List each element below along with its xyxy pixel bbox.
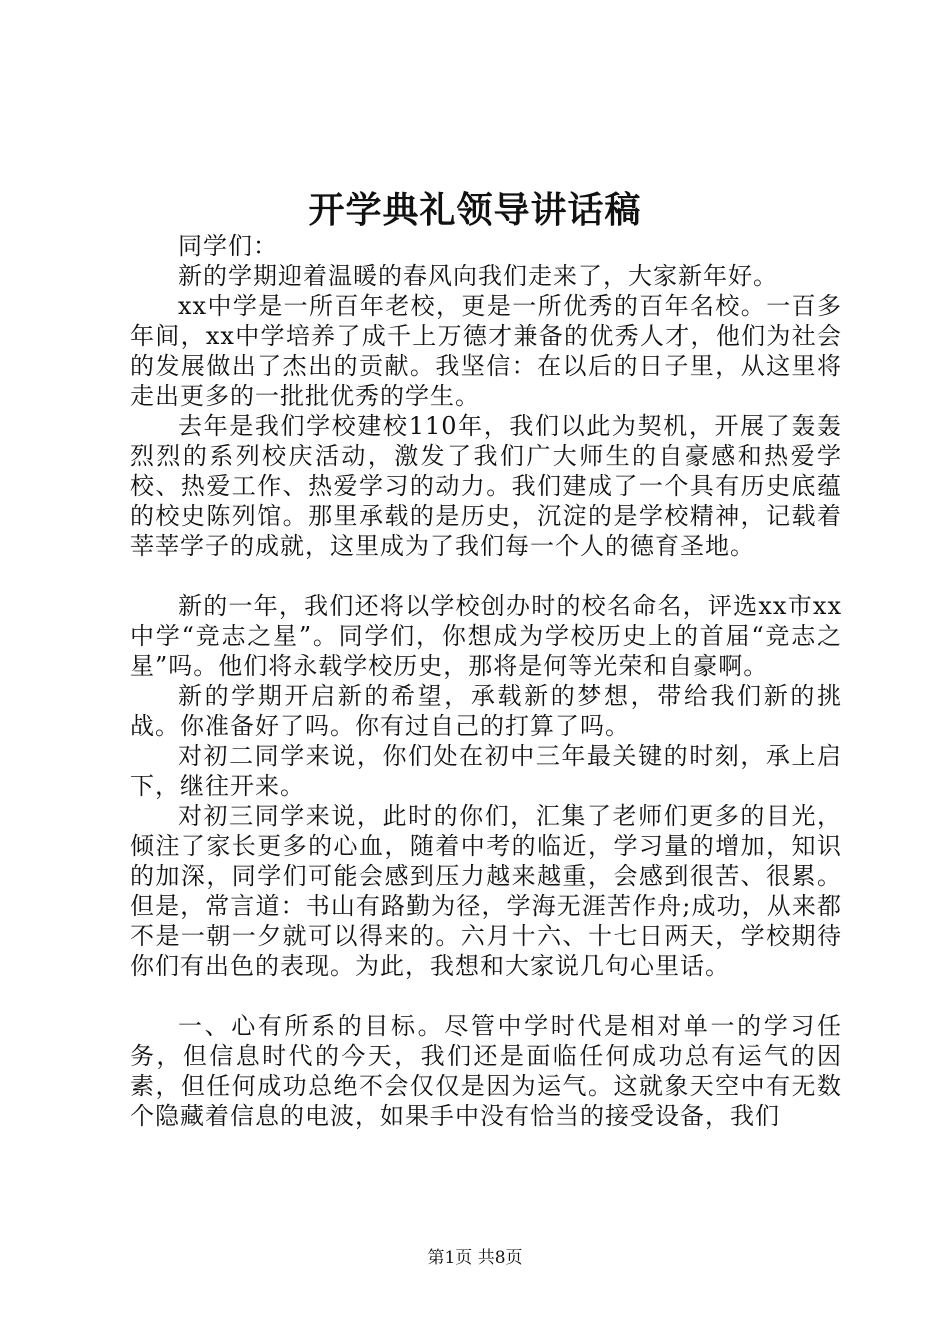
paragraph: 新的学期开启新的希望，承载新的梦想，带给我们新的挑战。你准备好了吗。你有过自己的打算了吗。	[130, 682, 842, 740]
page-number-footer: 第1页 共8页	[427, 1248, 523, 1268]
paragraph: xx中学是一所百年老校，更是一所优秀的百年名校。一百多年间，xx中学培养了成千上万德才兼备的优秀人才，他们为社会的发展做出了杰出的贡献。我坚信：在以后的日子里，从这里将走出更多的一批批优秀的学生。	[130, 292, 842, 410]
paragraph: 去年是我们学校建校110年，我们以此为契机，开展了轰轰烈烈的系列校庆活动，激发了我们广大师生的自豪感和热爱学校、热爱工作、热爱学习的动力。我们建成了一个具有历史底蕴的校史陈列馆。那里承载的是历史，沉淀的是学校精神，记载着莘莘学子的成就，这里成为了我们每一个人的德育圣地。	[130, 412, 842, 560]
document-body	[130, 231, 842, 1131]
paragraph: 新的学期迎着温暖的春风向我们走来了，大家新年好。	[178, 262, 778, 290]
document-title: 开学典礼领导讲话稿	[308, 189, 642, 231]
paragraph: 一、心有所系的目标。尽管中学时代是相对单一的学习任务，但信息时代的今天，我们还是面临任何成功总有运气的因素，但任何成功总绝不会仅仅是因为运气。这就象天空中有无数个隐藏着信息的电波，如果手中没有恰当的接受设备，我们	[130, 1012, 842, 1130]
paragraph: 新的一年，我们还将以学校创办时的校名命名，评选xx市xx中学“竞志之星”。同学们，你想成为学校历史上的首届“竞志之星”吗。他们将永载学校历史，那将是何等光荣和自豪啊。	[130, 592, 842, 680]
paragraph: 对初三同学来说，此时的你们，汇集了老师们更多的目光，倾注了家长更多的心血，随着中考的临近，学习量的增加，知识的加深，同学们可能会感到压力越来越重，会感到很苦、很累。但是，常言道：书山有路勤为径，学海无涯苦作舟;成功，从来都不是一朝一夕就可以得来的。六月十六、十七日两天，学校期待你们有出色的表现。为此，我想和大家说几句心里话。	[130, 802, 842, 980]
paragraph-greeting: 同学们：	[178, 232, 278, 260]
paragraph: 对初二同学来说，你们处在初中三年最关键的时刻，承上启下，继往开来。	[130, 742, 842, 800]
